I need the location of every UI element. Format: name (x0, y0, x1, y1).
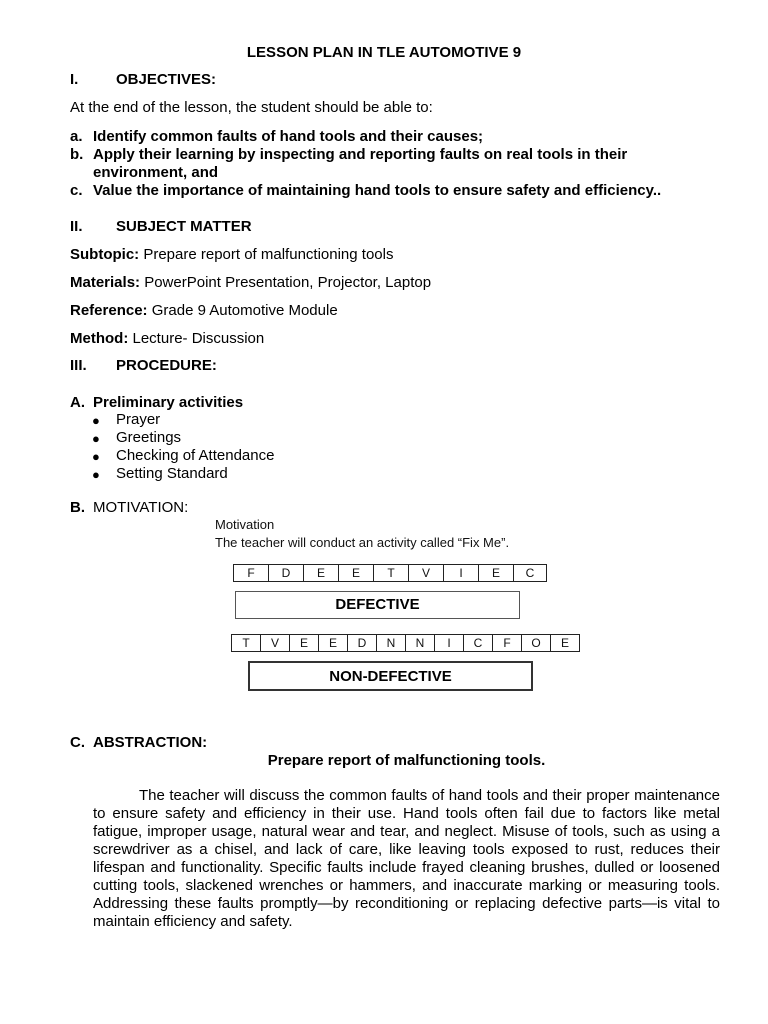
abstraction-heading: ABSTRACTION: (93, 734, 208, 751)
answer-box-1: DEFECTIVE (235, 591, 520, 619)
scramble-letter: T (242, 636, 250, 650)
scramble-letter: F (492, 635, 521, 651)
objective-item-b-continued: environment, and (93, 164, 219, 181)
answer-box-2: NON-DEFECTIVE (248, 661, 533, 691)
prelim-item: Setting Standard (116, 465, 228, 482)
subtopic-value: Prepare report of malfunctioning tools (143, 246, 394, 263)
reference-label: Reference: (70, 302, 148, 319)
objective-item-b: Apply their learning by inspecting and reporting faults on real tools in their (93, 146, 628, 163)
bullet-icon: ● (92, 413, 100, 428)
bullet-icon: ● (92, 431, 100, 446)
procedure-number: III. (70, 357, 87, 374)
bullet-icon: ● (92, 449, 100, 464)
scramble-letter: D (347, 635, 376, 651)
abstraction-paragraph: The teacher will discuss the common faults of hand tools and their proper maintenance to ensure safety and efficiency in their use. Hand tools often fail due to factors like metal fatigue, improper usage, natural wear and tear, and neglect. Misuse of tools, such as using a screwdriver as a chisel, and lack of care, like leaving tools exposed to rust, reduces their lifespan and functionality. Specific faults include frayed cleaning brushes, dulled or loosened cutting tools, slackened wrenches or hammers, and inaccurate marking or measuring tools. Addressing these faults promptly—by reconditioning or replacing defective parts—is vital to maintain efficiency and safety. (93, 787, 720, 930)
objective-letter-a: a. (70, 128, 83, 145)
objective-item-a: Identify common faults of hand tools and their causes; (93, 128, 484, 145)
motivation-description: The teacher will conduct an activity called “Fix Me”. (215, 535, 510, 550)
scramble-letter: I (443, 565, 478, 581)
scramble-letter: D (268, 565, 303, 581)
scramble-row-2 (231, 634, 580, 652)
objective-letter-c: c. (70, 182, 83, 199)
materials-label: Materials: (70, 274, 141, 291)
procedure-heading: PROCEDURE: (116, 357, 217, 374)
abstraction-letter: C. (70, 734, 85, 751)
scramble-letter: E (338, 565, 373, 581)
scramble-letter: E (478, 565, 513, 581)
scramble-letter: V (408, 565, 443, 581)
prelim-heading: Preliminary activities (93, 394, 244, 411)
materials-value: PowerPoint Presentation, Projector, Laptop (144, 274, 432, 291)
prelim-item: Prayer (116, 411, 161, 428)
document-title: LESSON PLAN IN TLE AUTOMOTIVE 9 (246, 44, 522, 61)
method-value: Lecture- Discussion (132, 330, 265, 347)
subtopic-label: Subtopic: (70, 246, 140, 263)
bullet-icon: ● (92, 467, 100, 482)
motivation-letter: B. (70, 499, 85, 516)
scramble-letter: T (373, 565, 408, 581)
objective-item-c: Value the importance of maintaining hand tools to ensure safety and efficiency.. (93, 182, 662, 199)
scramble-letter: E (289, 635, 318, 651)
prelim-item: Checking of Attendance (116, 447, 275, 464)
scramble-letter: C (463, 635, 492, 651)
reference-value: Grade 9 Automotive Module (151, 302, 338, 319)
materials-line (70, 274, 431, 291)
objective-letter-b: b. (70, 146, 84, 163)
abstraction-title: Prepare report of malfunctioning tools. (267, 752, 546, 769)
scramble-letter: F (247, 566, 255, 580)
method-label: Method: (70, 330, 129, 347)
subject-matter-heading: SUBJECT MATTER (116, 218, 252, 235)
subtopic-line (70, 246, 393, 263)
objectives-intro: At the end of the lesson, the student should be able to: (70, 99, 433, 116)
method-line (70, 330, 264, 347)
scramble-letter: N (405, 635, 434, 651)
scramble-letter: E (318, 635, 347, 651)
scramble-letter: O (521, 635, 550, 651)
scramble-letter: E (303, 565, 338, 581)
prelim-item: Greetings (116, 429, 182, 446)
prelim-letter: A. (70, 394, 85, 411)
motivation-label: Motivation (215, 517, 275, 532)
objectives-number: I. (70, 71, 79, 88)
scramble-letter: E (550, 635, 579, 651)
objectives-heading: OBJECTIVES: (116, 71, 217, 88)
subject-matter-number: II. (70, 218, 83, 235)
reference-line (70, 302, 338, 319)
scramble-letter: C (513, 565, 546, 581)
scramble-letter: N (376, 635, 405, 651)
motivation-heading: MOTIVATION: (93, 499, 189, 516)
scramble-letter: I (434, 635, 463, 651)
scramble-letter: V (260, 635, 289, 651)
scramble-row-1 (233, 564, 547, 582)
